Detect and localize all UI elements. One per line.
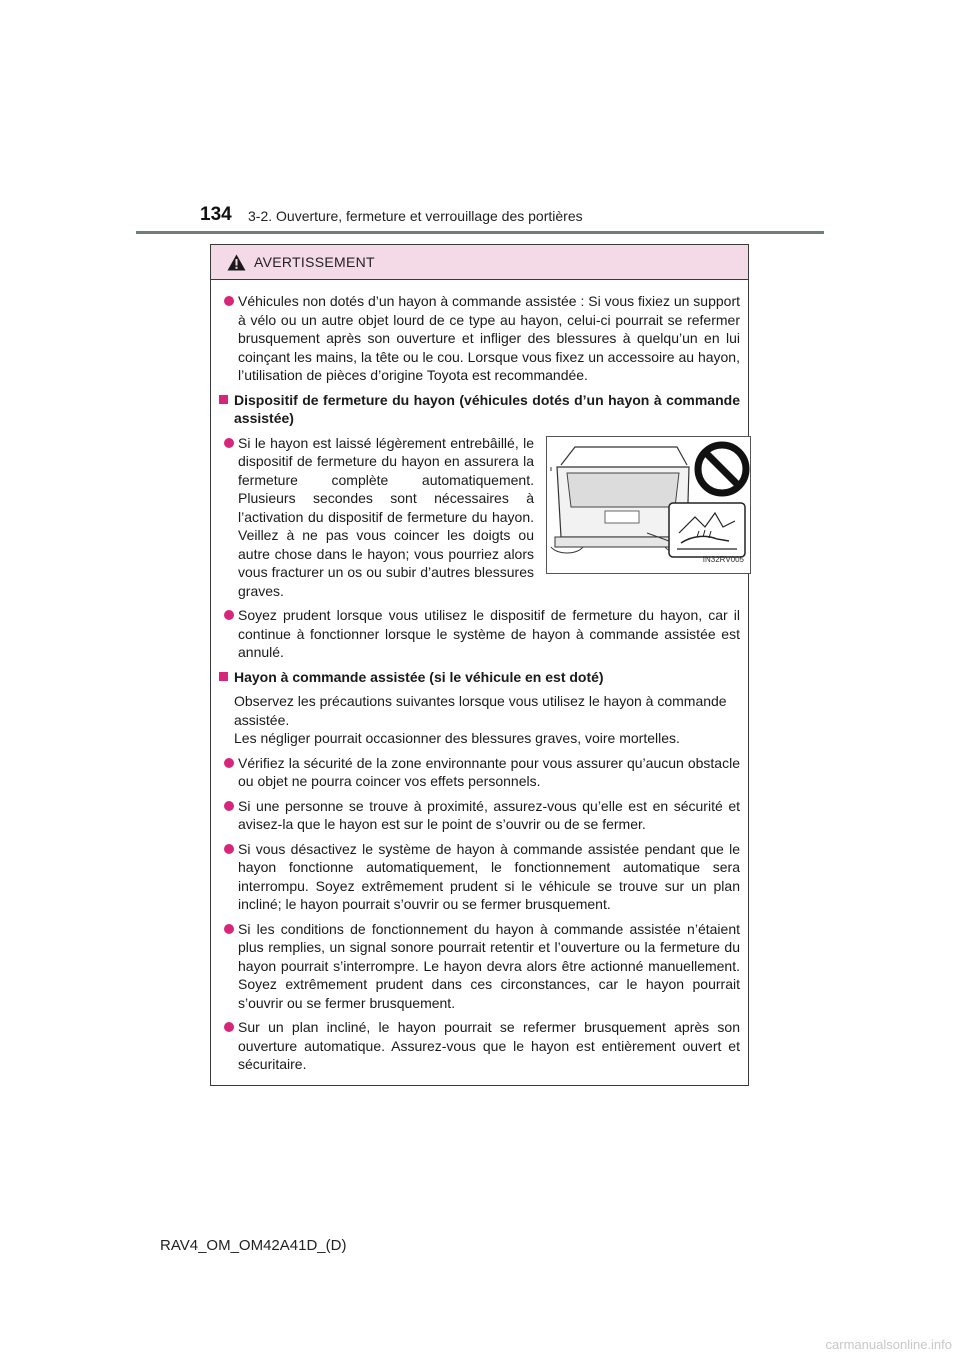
bullet-item [219,797,740,834]
bullet-item [219,1018,740,1074]
bullet-text: Véhicules non dotés d’un hayon à commande assistée : Si vous fixiez un support à vélo ou un autre objet lourd de ce type au hayon, celui-ci pourrait se refermer brusquement après son ouverture et infliger des blessures à quelqu’un en lui coinçant les mains, la tête ou le cou. Lorsque vous fixez un accessoire au hayon, l’utilisation de pièces d’origine Toyota est recommandée. [238,293,740,383]
bullet-text: Sur un plan incliné, le hayon pourrait se refermer brusquement après son ouverture automatique. Assurez-vous que le hayon est entièrement ouvert et sécuritaire. [238,1019,740,1072]
bullet-item [219,606,740,662]
warning-triangle-icon [227,254,246,271]
warning-box [210,244,749,1086]
bullet-item [219,292,740,385]
warning-title: AVERTISSEMENT [254,254,375,270]
bullet-dot [224,610,234,620]
tailgate-warning-figure [546,436,751,574]
section-intro [219,692,740,748]
bullet-text: Soyez prudent lorsque vous utilisez le dispositif de fermeture du hayon, car il continue à fonctionner lorsque le système de hayon à commande assistée est annulé. [238,607,740,660]
bullet-item [219,754,740,791]
warning-header [211,245,748,280]
bullet-text: Si vous désactivez le système de hayon à commande assistée pendant que le hayon fonctionne automatiquement, le fonctionnement automatique sera interrompu. Soyez extrêmement prudent si le véhicule se trouve sur un plan incliné; le hayon pourrait s’ouvrir ou se fermer brusquement. [238,840,740,912]
bullet-dot [224,758,234,768]
bullet-dot [224,296,234,306]
heading-text: Dispositif de fermeture du hayon (véhicules dotés d’un hayon à commande assistée) [234,391,740,426]
bullet-item [219,434,534,601]
intro-paragraph: Les négliger pourrait occasionner des blessures graves, voire mortelles. [234,730,680,746]
watermark: carmanualsonline.info [825,1337,952,1352]
bullet-item [219,840,740,914]
bullet-with-figure [219,434,744,601]
bullet-dot [224,801,234,811]
bullet-dot [224,924,234,934]
heading-text: Hayon à commande assistée (si le véhicule en est doté) [234,668,604,685]
section-heading-power-door [219,668,740,687]
header-rule [136,231,824,234]
footer-doc-code: RAV4_OM_OM42A41D_(D) [160,1237,347,1254]
bullet-dot [224,844,234,854]
figure-code: IN32RV005 [702,555,744,564]
page-number: 134 [200,204,232,225]
section-title: 3-2. Ouverture, fermeture et verrouillage des portières [248,208,583,224]
square-bullet [219,395,228,404]
square-bullet [219,672,228,681]
bullet-text: Si les conditions de fonctionnement du hayon à commande assistée n’étaient plus remplies, un signal sonore pourrait retentir et l’ouverture ou la fermeture du hayon pourrait s’interrompre. Le hayon devra alors être actionné manuellement. Soyez extrêmement prudent dans ces circonstances, car le hayon pourrait s’ouvrir ou se fermer brusquement. [238,920,740,1011]
bullet-dot [224,438,234,448]
bullet-text: Vérifiez la sécurité de la zone environnante pour vous assurer qu’aucun obstacle ou objet ne pourra coincer vos effets personnels. [238,754,740,789]
bullet-text: Si le hayon est laissé légèrement entrebâillé, le dispositif de fermeture du hayon en assurera la fermeture complète automatiquement. Plusieurs secondes sont nécessaires à l’activation du dispositif de fermeture du hayon. Veillez à ne pas vous coincer les doigts ou autre chose dans le hayon; vous pourriez alors vous fracturer un os ou subir d’autres blessures graves. [238,434,534,599]
intro-paragraph: Observez les précautions suivantes lorsque vous utilisez le hayon à commande assistée. [234,693,727,728]
warning-body [211,280,748,1074]
section-heading-closer [219,391,740,428]
bullet-item [219,920,740,1013]
bullet-text: Si une personne se trouve à proximité, assurez-vous qu’elle est en sécurité et avisez-la que le hayon est sur le point de s’ouvrir ou de se fermer. [238,797,740,832]
bullet-dot [224,1022,234,1032]
